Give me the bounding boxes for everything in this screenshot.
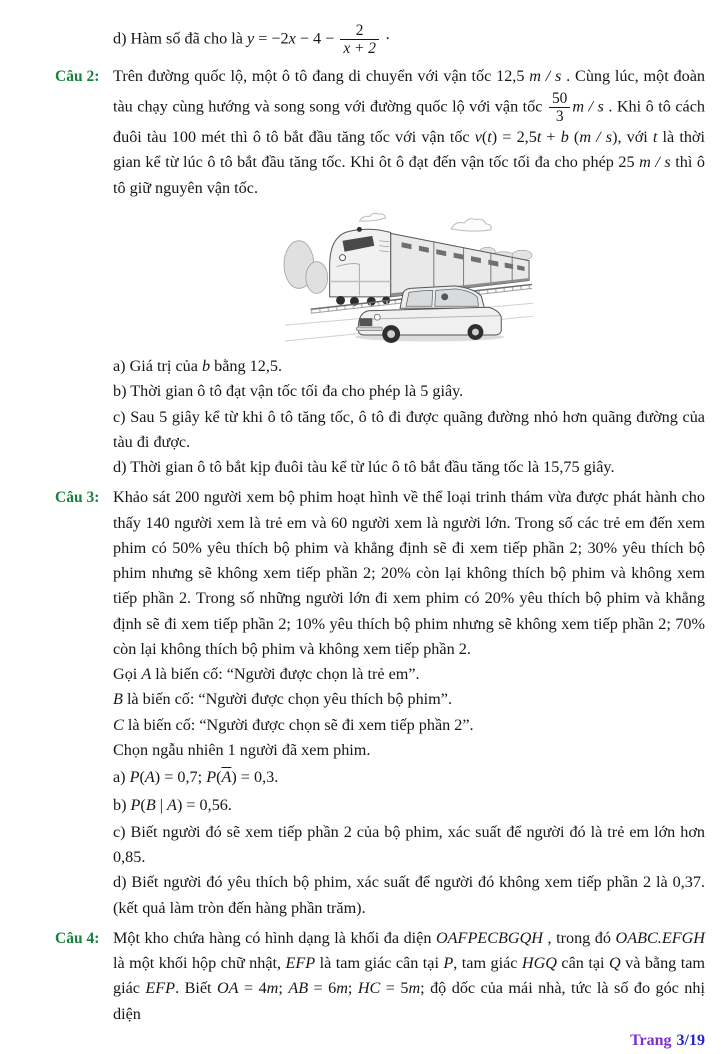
text-run: ; [278,979,289,998]
text-run: x [288,29,296,48]
text-run: = 5 [380,979,409,998]
text-run: v [474,128,482,147]
text-run: ) = 0,3. [231,768,279,787]
question-4-statement [113,926,705,1027]
page-footer [55,1029,705,1054]
text-run: A [167,795,177,814]
text-run: a) [113,768,130,787]
text-run: t [487,128,492,147]
statement-body [113,20,705,59]
text-run: là biến cố: “Người được chọn là trẻ em”. [151,665,420,684]
text-run: HC [357,979,381,998]
question-3 [55,485,705,921]
text-run: HGQ [521,954,557,973]
text-run: ; độ dốc của mái nhà, tức là số đo góc nhị diện [113,979,705,1023]
text-run: ) = 0,56. [176,795,232,814]
train-and-car-illustration [285,206,533,348]
text-run: y [246,29,255,48]
text-run: − 4 − [295,29,339,48]
text-run: ) = 0,7; [154,768,207,787]
text-run: cân tại [556,954,609,973]
question-3-event-a [113,662,705,687]
text-run: P [130,795,141,814]
text-run: ; [347,979,358,998]
question-4 [55,926,705,1027]
text-run: $\overline{A}$ [221,768,232,787]
footer-page-number: 3/19 [676,1031,705,1049]
text-run: OA [216,979,239,998]
text-run: . Khi ô tô cách đuôi tàu 100 mét thì ô tô bắt đầu tăng tốc với vận tốc [113,97,705,147]
text-run: a) Giá trị của [113,357,202,375]
text-run: và bằng tam giác [113,954,705,998]
text-run: b [201,357,211,375]
text-run: m / s [529,67,562,86]
question-3-item-d [113,870,705,921]
text-run: m [266,979,279,998]
question-2-figure [113,206,705,348]
question-2-item-d [113,455,705,480]
text-run: ( [568,128,580,147]
text-run: OAFPECBGQH [435,928,543,947]
question-3-pick-line [113,738,705,763]
text-run: là biến cố: “Người được chọn sẽ đi xem tiếp phần 2”. [123,715,474,734]
text-run: m [336,979,348,998]
text-run: d) Thời gian ô tô bắt kịp đuôi tàu kể từ lúc ô tô bắt đầu tăng tốc là 15,75 giây. [113,458,615,477]
text-run: ( [140,795,146,814]
text-run: là thời gian kể từ lúc ô tô bắt đầu tăng tốc. Khi ôt ô đạt đến vận tốc tối đa cho phép 25 [113,128,705,172]
text-run: là biến cố: “Người được chọn yêu thích bộ phim”. [122,690,452,709]
question-3-statement [113,485,705,662]
text-run: P [129,768,140,787]
statement-previous-item-d [55,20,705,59]
question-4-body [113,926,705,1027]
text-run: ) = 2,5 [491,128,537,147]
text-run: Trên đường quốc lộ, một ô tô đang di chuyển với vận tốc 12,5 [113,67,530,86]
fraction: $\frac{50}{3}$ [547,90,572,125]
text-run: ( [481,128,488,147]
question-3-item-b [113,793,705,818]
question-3-item-c [113,820,705,871]
text-run: P [206,768,217,787]
text-run: m / s [579,128,613,147]
text-run: d) Biết người đó yêu thích bộ phim, xác suất để người đó không xem tiếp phần 2 là 0,37. (kết quả làm tròn đến hàng phần trăm). [113,873,705,917]
label-spacer [55,20,113,59]
text-run: OABC.EFGH [615,928,705,947]
text-run: m / s [572,97,604,116]
text-run: b) Thời gian ô tô đạt vận tốc tối đa cho phép là 5 giây. [113,382,464,401]
text-run: = −2 [254,29,289,48]
question-3-body [113,485,705,921]
question-3-label: Câu 3: [55,489,100,507]
question-2-item-a [113,354,705,379]
text-run: Gọi [113,665,142,684]
question-2-label: Câu 2: [55,68,100,86]
question-3-event-c [113,713,705,738]
text-run: C [113,715,124,734]
text-run: B [113,690,123,709]
formula-line-d [113,22,705,57]
text-run: B [145,795,156,814]
text-run: c) Biết người đó sẽ xem tiếp phần 2 của bộ phim, xác suất để người đó là trẻ em lớn hơn 0,85. [113,822,705,867]
text-run: bằng 12,5. [210,357,283,375]
text-run: Q [608,954,621,973]
footer-page-word: Trang [630,1031,672,1049]
text-run: là tam giác cân tại [315,954,444,973]
text-run: c) Sau 5 giây kể từ khi ô tô tăng tốc, ô tô đi được quãng đường nhỏ hơn quãng đường của tàu đi được. [113,407,705,451]
text-run: ( [216,768,222,787]
text-run: A [141,665,152,684]
question-2-item-c [113,405,705,456]
text-run: + [541,128,561,147]
text-run: EFP [145,979,176,998]
text-run: Một kho chứa hàng có hình dạng là khối đa diện [113,928,436,947]
text-run: m [408,979,421,998]
text-run: thì ô tô giữ nguyên vận tốc. [113,153,705,197]
text-run: t [536,128,542,147]
fraction: $\frac{2}{x + 2}$ [338,22,381,57]
text-run: AB [288,979,309,998]
text-run: , tam giác [453,954,522,973]
text-run: EFP [285,954,316,973]
question-2-body [113,64,705,480]
text-run: b [560,128,569,147]
question-2 [55,64,705,480]
text-run: ), với [612,128,653,147]
text-run: | [155,795,168,814]
text-run: ( [139,768,145,787]
text-run: m / s [639,153,671,172]
text-run: . Cùng lúc, một đoàn tàu chạy cùng hướng và song song với đường quốc lộ với vận tốc [113,67,705,116]
text-run: P [443,954,454,973]
question-3-event-b [113,687,705,712]
question-3-item-a [113,765,705,790]
text-run: là một khối hộp chữ nhật, [113,954,286,973]
text-run: . Biết [175,979,217,998]
text-run: · [380,29,391,48]
text-run: = 4 [238,979,267,998]
text-run: b) [113,795,131,814]
text-run: Khảo sát 200 người xem bộ phim hoạt hình về thể loại trinh thám vừa được phát hành cho thấy 140 người xem là trẻ em và 60 người xem là người lớn. Trong số các trẻ em đến xem phim có 50% yêu thích bộ phim và khẳng định sẽ đi xem tiếp phần 2; 30% yêu thích bộ phim nhưng sẽ không xem tiếp phần 2; 20% còn lại không thích bộ phim và không xem tiếp phần 2. Trong số những người lớn đi xem phim có 20% yêu thích bộ phim và khẳng định sẽ đi xem tiếp phần 2; 10% yêu thích bộ phim nhưng sẽ không xem tiếp phần 2; 70% còn lại không thích bộ phim và không xem tiếp phần 2. [113,488,705,658]
question-2-item-b [113,379,705,404]
text-run: Chọn ngẫu nhiên 1 người đã xem phim. [113,740,371,759]
text-run: A [144,768,155,787]
text-run: = 6 [308,979,337,998]
text-run: t [652,128,658,147]
text-run: d) Hàm số đã cho là [113,29,247,48]
question-4-label: Câu 4: [55,929,100,947]
text-run: , trong đó [542,928,616,947]
question-2-statement [113,64,705,201]
